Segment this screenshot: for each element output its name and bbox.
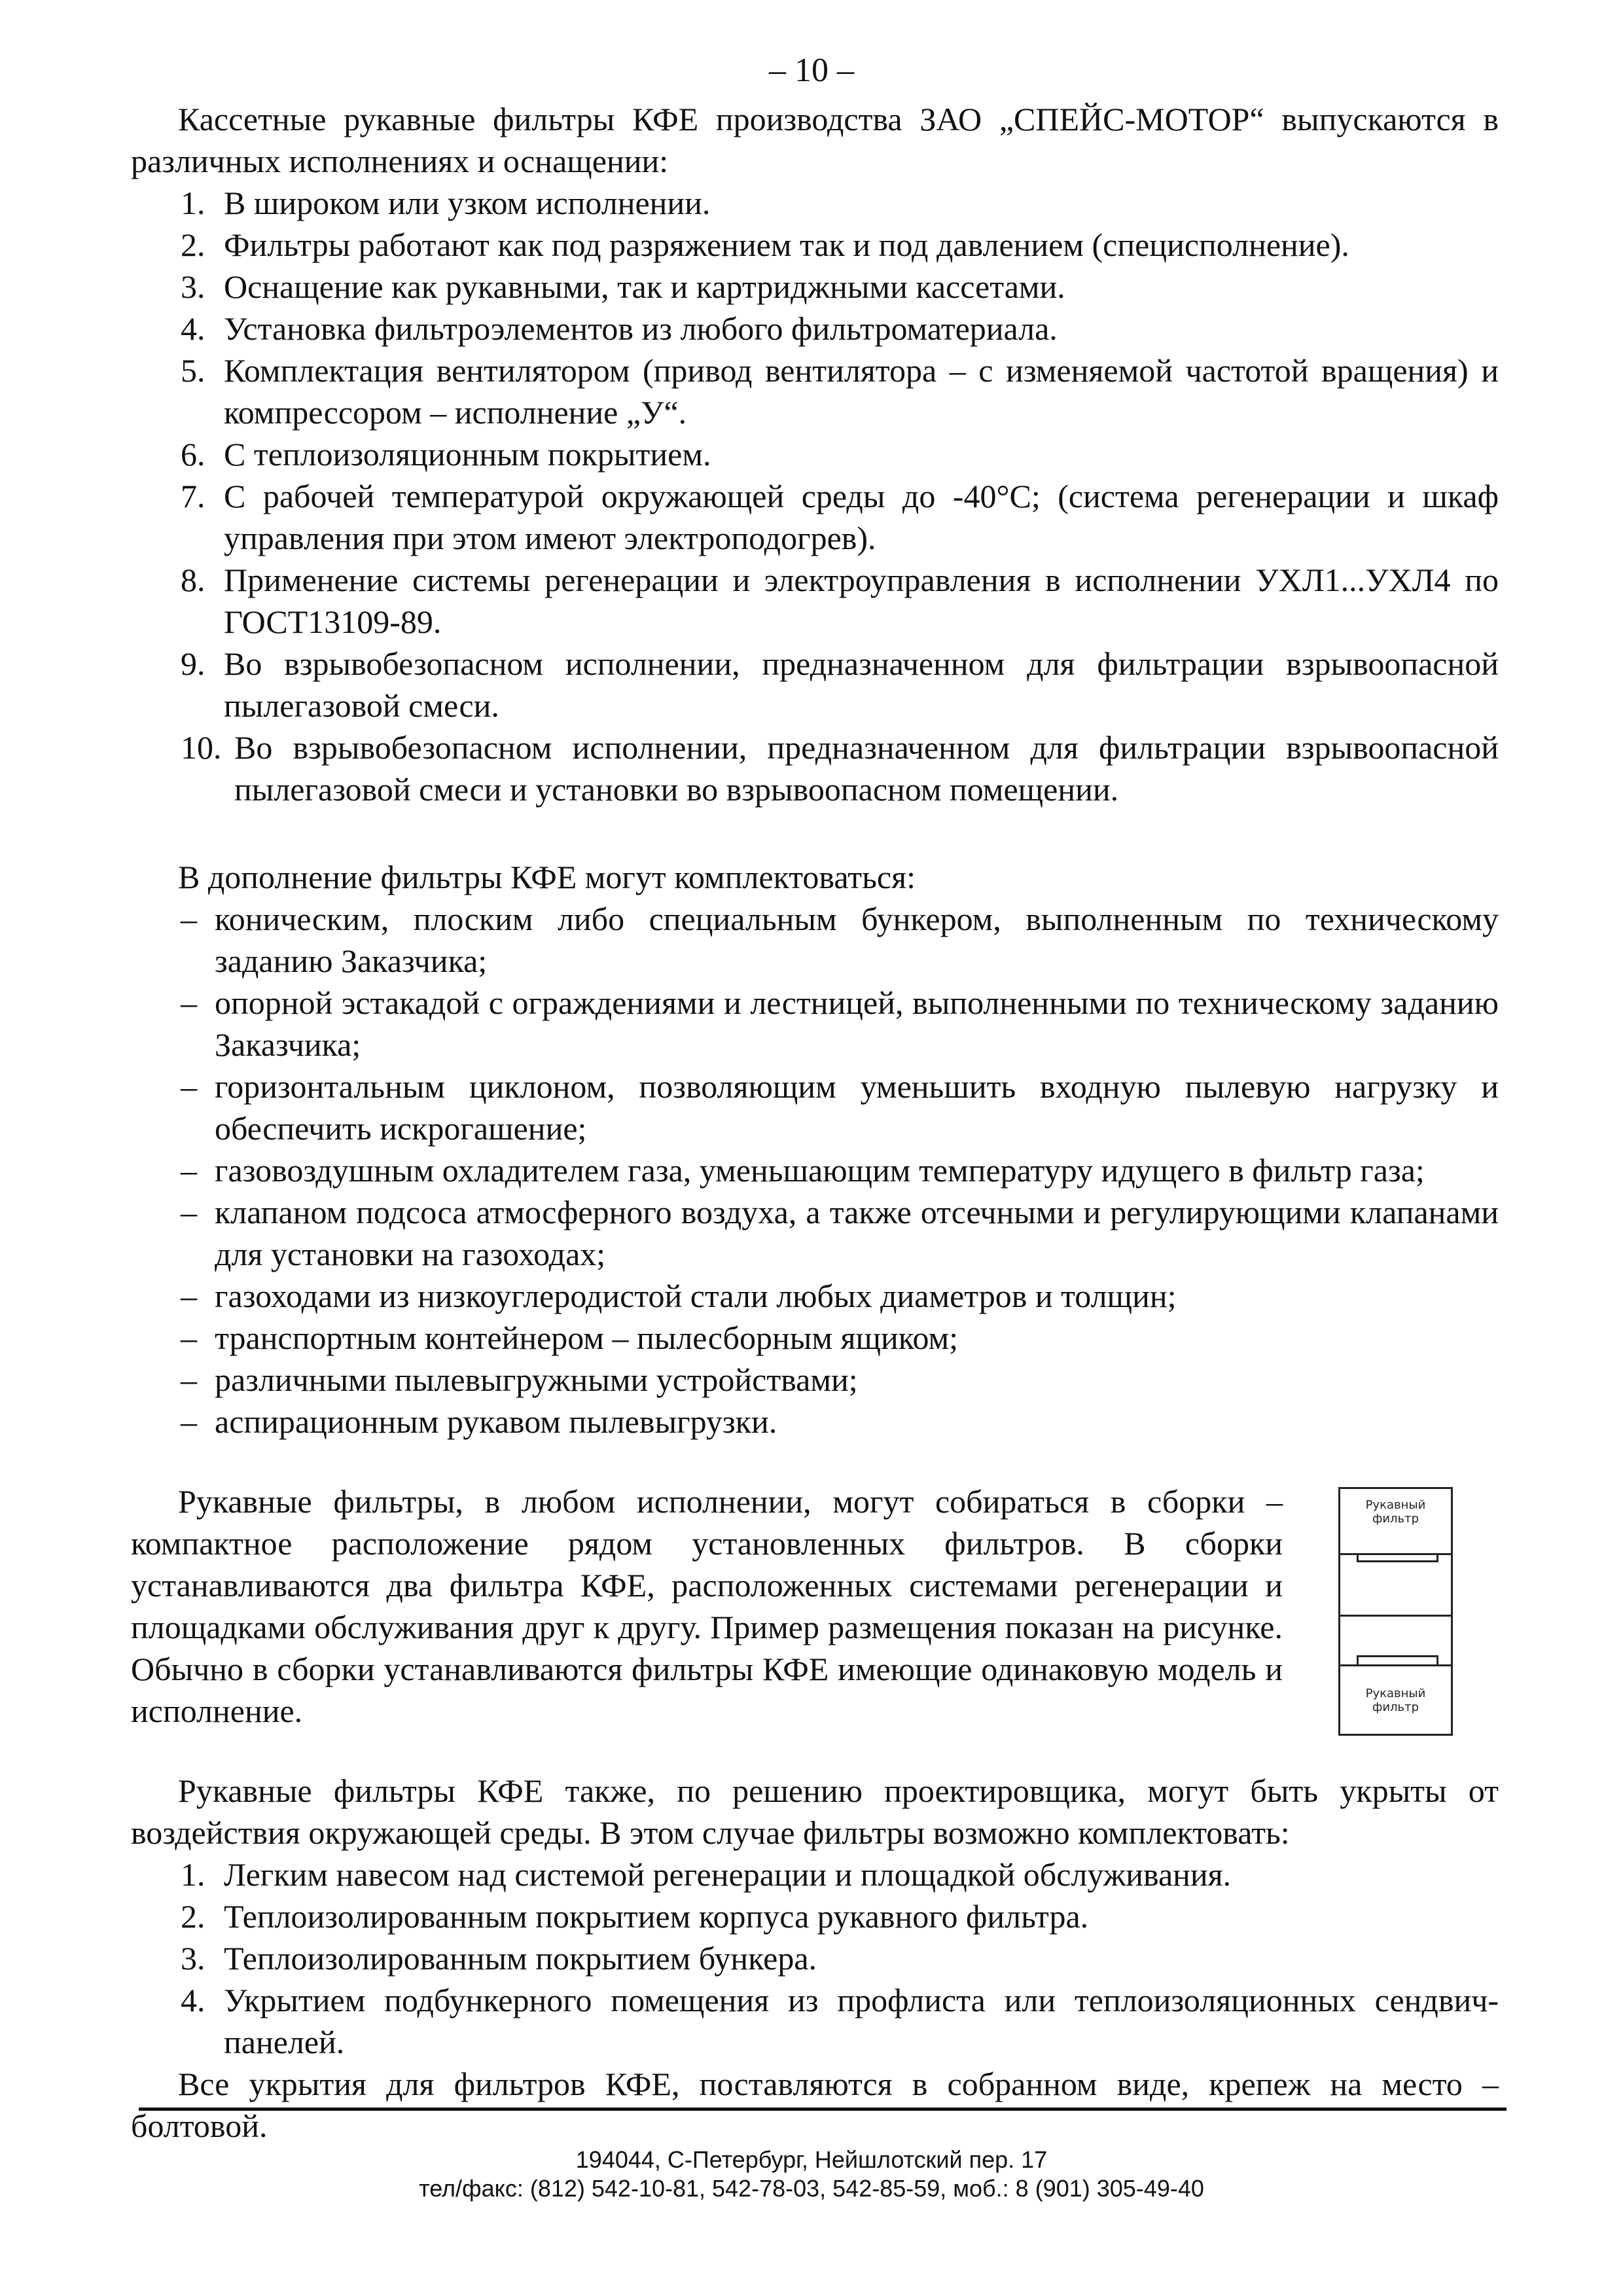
version-item bbox=[131, 475, 1499, 559]
list-number: 7. bbox=[181, 478, 205, 514]
list-text: В широком или узком исполнении. bbox=[224, 185, 711, 221]
addition-item bbox=[131, 1359, 1499, 1401]
list-number: 2. bbox=[181, 1898, 205, 1935]
list-text: Оснащение как рукавными, так и картриджными кассетами. bbox=[224, 268, 1065, 305]
list-text: С рабочей температурой окружающей среды до -40°С; (система регенерации и шкаф управления при этом имеют электроподогрев). bbox=[224, 478, 1499, 556]
covers-list bbox=[131, 1854, 1499, 2063]
figure-platform-bottom bbox=[1357, 1655, 1438, 1664]
figure-divider bbox=[1340, 1615, 1451, 1617]
version-item bbox=[131, 433, 1499, 475]
list-text: транспортным контейнером – пылесборным ящиком; bbox=[215, 1319, 959, 1356]
page-number: – 10 – bbox=[769, 52, 854, 89]
dash-marker: – bbox=[181, 984, 197, 1021]
dash-marker: – bbox=[181, 1278, 197, 1314]
figure-platform-top bbox=[1357, 1553, 1438, 1562]
version-item bbox=[131, 182, 1499, 224]
list-number: 5. bbox=[181, 352, 205, 389]
list-text: горизонтальным циклоном, позволяющим уменьшить входную пылевую нагрузку и обеспечить искрогашение; bbox=[215, 1068, 1499, 1147]
list-number: 4. bbox=[181, 310, 205, 347]
list-text: Во взрывобезопасном исполнении, предназначенном для фильтрации взрывоопасной пылегазовой смеси и установки во взрывоопасном помещении. bbox=[234, 729, 1499, 808]
list-text: Применение системы регенерации и электроуправления в исполнении УХЛ1...УХЛ4 по ГОСТ13109-89. bbox=[224, 562, 1499, 640]
list-number: 1. bbox=[181, 1856, 205, 1893]
list-text: коническим, плоским либо специальным бункером, выполненным по техническому заданию Заказчика; bbox=[215, 901, 1499, 979]
list-text: клапаном подсоса атмосферного воздуха, а также отсечными и регулирующими клапанами для установки на газоходах; bbox=[215, 1194, 1499, 1272]
list-text: Фильтры работают как под разряжением так и под давлением (специсполнение). bbox=[224, 226, 1349, 263]
figure-label-top-2: фильтр bbox=[1372, 1512, 1419, 1526]
addition-item bbox=[131, 1401, 1499, 1443]
dash-marker: – bbox=[181, 901, 197, 937]
cover-item bbox=[131, 1854, 1499, 1895]
list-text: опорной эстакадой с ограждениями и лестницей, выполненными по техническому заданию Заказчика; bbox=[215, 984, 1499, 1063]
addition-intro: В дополнение фильтры КФЕ могут комплектоваться: bbox=[178, 859, 916, 895]
list-text: Установка фильтроэлементов из любого фильтроматериала. bbox=[224, 310, 1058, 347]
list-number: 3. bbox=[181, 1940, 205, 1977]
list-number: 3. bbox=[181, 268, 205, 305]
addition-item bbox=[131, 1066, 1499, 1149]
assembly-paragraph: Рукавные фильтры, в любом исполнении, могут собираться в сборки – компактное расположение рядом установленных фильтров. В сборки устанавливаются два фильтра КФЕ, расположенных системами регенерации и площадками обслуживания друг к другу. Пример размещения показан на рисунке. Обычно в сборки устанавливаются фильтры КФЕ имеющие одинаковую модель и исполнение. bbox=[131, 1483, 1283, 1729]
filter-assembly-figure bbox=[1338, 1487, 1453, 1736]
dash-marker: – bbox=[181, 1152, 197, 1189]
footer-address: 194044, С-Петербург, Нейшлотский пер. 17 bbox=[575, 2146, 1048, 2173]
closing-paragraph: Все укрытия для фильтров КФЕ, поставляются в собранном виде, крепеж на место – болтовой. bbox=[131, 2066, 1499, 2144]
addition-item bbox=[131, 1191, 1499, 1275]
footer-phones: тел/факс: (812) 542-10-81, 542-78-03, 542-85-59, моб.: 8 (901) 305-49-40 bbox=[419, 2175, 1204, 2202]
version-item bbox=[131, 224, 1499, 266]
list-text: Теплоизолированным покрытием корпуса рукавного фильтра. bbox=[224, 1898, 1089, 1935]
dash-marker: – bbox=[181, 1403, 197, 1440]
list-number: 10. bbox=[181, 729, 222, 766]
addition-item bbox=[131, 982, 1499, 1066]
version-item bbox=[131, 559, 1499, 643]
cover-intro: Рукавные фильтры КФЕ также, по решению проектировщика, могут быть укрыты от воздействия окружающей среды. В этом случае фильтры возможно комплектовать: bbox=[131, 1772, 1499, 1851]
dash-marker: – bbox=[181, 1319, 197, 1356]
list-text: газоходами из низкоуглеродистой стали любых диаметров и толщин; bbox=[215, 1278, 1177, 1314]
list-text: газовоздушным охладителем газа, уменьшающим температуру идущего в фильтр газа; bbox=[215, 1152, 1425, 1189]
list-number: 8. bbox=[181, 562, 205, 598]
list-text: аспирационным рукавом пылевыгрузки. bbox=[215, 1403, 777, 1440]
assembly-section bbox=[131, 1480, 1499, 1732]
list-text: С теплоизоляционным покрытием. bbox=[224, 436, 711, 473]
figure-label-bottom-2: фильтр bbox=[1372, 1700, 1419, 1714]
version-item bbox=[131, 643, 1499, 726]
list-text: Теплоизолированным покрытием бункера. bbox=[224, 1940, 817, 1977]
figure-label-bottom-1: Рукавный bbox=[1365, 1687, 1426, 1700]
list-text: Легким навесом над системой регенерации и площадкой обслуживания. bbox=[224, 1856, 1232, 1893]
cover-item bbox=[131, 1895, 1499, 1937]
additions-list bbox=[131, 898, 1499, 1443]
dash-marker: – bbox=[181, 1361, 197, 1398]
versions-list bbox=[131, 182, 1499, 810]
list-number: 9. bbox=[181, 645, 205, 682]
list-text: различными пылевыгружными устройствами; bbox=[215, 1361, 858, 1398]
intro-paragraph: Кассетные рукавные фильтры КФЕ производства ЗАО „СПЕЙС-МОТОР“ выпускаются в различных исполнениях и оснащении: bbox=[131, 101, 1499, 179]
footer-divider bbox=[139, 2108, 1507, 2111]
list-text: Во взрывобезопасном исполнении, предназначенном для фильтрации взрывоопасной пылегазовой смеси. bbox=[224, 645, 1499, 724]
addition-item bbox=[131, 1149, 1499, 1191]
version-item bbox=[131, 308, 1499, 350]
list-text: Укрытием подбункерного помещения из профлиста или теплоизоляционных сендвич-панелей. bbox=[224, 1982, 1499, 2060]
dash-marker: – bbox=[181, 1068, 197, 1105]
addition-item bbox=[131, 1317, 1499, 1359]
figure-divider bbox=[1340, 1664, 1451, 1666]
cover-item bbox=[131, 1979, 1499, 2063]
list-number: 2. bbox=[181, 226, 205, 263]
version-item bbox=[131, 350, 1499, 433]
version-item bbox=[131, 726, 1499, 810]
cover-item bbox=[131, 1937, 1499, 1979]
version-item bbox=[131, 266, 1499, 308]
document-body bbox=[131, 98, 1499, 2147]
dash-marker: – bbox=[181, 1194, 197, 1230]
list-number: 4. bbox=[181, 1982, 205, 2018]
addition-item bbox=[131, 1275, 1499, 1317]
list-number: 1. bbox=[181, 185, 205, 221]
addition-item bbox=[131, 898, 1499, 982]
list-number: 6. bbox=[181, 436, 205, 473]
figure-label-top-1: Рукавный bbox=[1365, 1498, 1426, 1512]
list-text: Комплектация вентилятором (привод вентилятора – с изменяемой частотой вращения) и компрессором – исполнение „У“. bbox=[224, 352, 1499, 431]
